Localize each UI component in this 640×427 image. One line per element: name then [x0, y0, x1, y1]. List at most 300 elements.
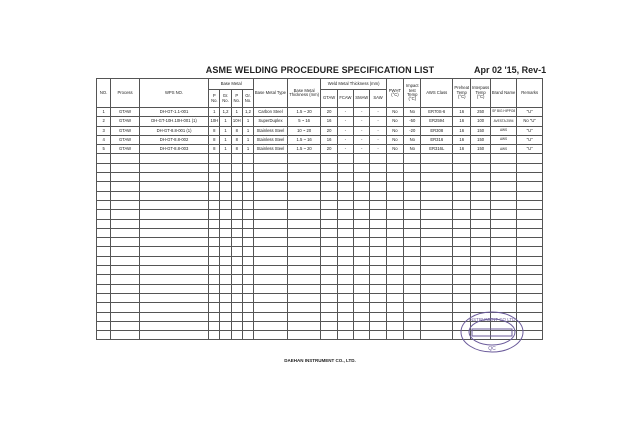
table-cell: - [337, 126, 353, 135]
table-row [97, 182, 543, 191]
table-cell [220, 163, 231, 172]
table-cell [220, 200, 231, 209]
table-cell [231, 210, 242, 219]
table-cell [231, 331, 242, 340]
table-cell [404, 256, 421, 265]
table-cell [370, 173, 386, 182]
table-cell [517, 256, 543, 265]
table-cell [490, 256, 517, 265]
table-cell [287, 321, 321, 330]
table-cell: - [370, 145, 386, 154]
col-preheat-temp: Preheat Temp (°C) [453, 79, 471, 108]
col-no: NO. [97, 79, 111, 108]
table-cell [220, 219, 231, 228]
table-cell [354, 275, 370, 284]
table-cell: - [354, 135, 370, 144]
table-cell [254, 331, 288, 340]
table-cell [386, 321, 403, 330]
table-cell [97, 182, 111, 191]
table-cell: AWS [490, 126, 517, 135]
table-cell [337, 163, 353, 172]
table-cell [209, 293, 220, 302]
table-cell [354, 238, 370, 247]
table-cell [421, 321, 453, 330]
table-cell [220, 154, 231, 163]
table-cell [321, 173, 337, 182]
table-cell [421, 312, 453, 321]
table-cell [287, 275, 321, 284]
table-cell [490, 191, 517, 200]
table-cell: 150 [471, 135, 490, 144]
table-cell: - [370, 117, 386, 126]
table-cell [337, 256, 353, 265]
table-cell [97, 303, 111, 312]
table-cell [209, 173, 220, 182]
table-cell [490, 173, 517, 182]
table-cell [139, 238, 208, 247]
table-cell [453, 182, 471, 191]
table-cell [220, 228, 231, 237]
table-cell [111, 321, 140, 330]
table-cell: Stainless Steel [254, 126, 288, 135]
table-cell [139, 163, 208, 172]
table-cell [421, 266, 453, 275]
table-cell [490, 210, 517, 219]
table-cell [254, 200, 288, 209]
table-cell [404, 200, 421, 209]
table-cell: 3 [97, 126, 111, 135]
table-cell [370, 163, 386, 172]
table-cell [453, 173, 471, 182]
table-cell [209, 321, 220, 330]
table-cell [231, 219, 242, 228]
table-cell [209, 266, 220, 275]
table-cell [471, 238, 490, 247]
table-cell: - [337, 135, 353, 144]
table-cell: 16 [453, 145, 471, 154]
table-cell [421, 238, 453, 247]
table-cell: GTAW [111, 108, 140, 117]
table-row [97, 163, 543, 172]
table-cell [421, 173, 453, 182]
table-cell [490, 293, 517, 302]
table-cell [220, 321, 231, 330]
table-cell [242, 303, 253, 312]
table-cell [111, 173, 140, 182]
table-cell [471, 182, 490, 191]
table-cell: 8 [209, 135, 220, 144]
table-cell [453, 154, 471, 163]
table-cell [220, 182, 231, 191]
table-cell [370, 284, 386, 293]
table-cell [404, 191, 421, 200]
table-cell [421, 200, 453, 209]
table-cell [287, 266, 321, 275]
table-cell [254, 303, 288, 312]
col-saw: SAW [370, 90, 386, 108]
col-base-metal-type: Base Metal Type [254, 79, 288, 108]
table-cell [287, 247, 321, 256]
table-cell [337, 200, 353, 209]
table-cell: 1,2 [242, 108, 253, 117]
table-cell [220, 284, 231, 293]
table-cell [421, 219, 453, 228]
table-cell: DH-GT-8.8-001 (1) [139, 126, 208, 135]
table-cell [231, 247, 242, 256]
table-cell [242, 256, 253, 265]
table-cell [370, 219, 386, 228]
table-cell [471, 219, 490, 228]
table-cell [517, 275, 543, 284]
table-cell [354, 210, 370, 219]
table-cell [139, 284, 208, 293]
table-cell [337, 191, 353, 200]
table-cell [139, 312, 208, 321]
table-cell: Stainless Steel [254, 135, 288, 144]
table-cell: ER308 [421, 126, 453, 135]
col-remarks: Remarks [517, 79, 543, 108]
table-cell [471, 256, 490, 265]
table-cell: No [386, 145, 403, 154]
table-cell: 8 [231, 145, 242, 154]
table-cell: 1.5 ~ 16 [287, 135, 321, 144]
table-cell: - [337, 145, 353, 154]
page-title: ASME WELDING PROCEDURE SPECIFICATION LIST [205, 65, 435, 75]
table-cell [386, 256, 403, 265]
table-cell [321, 266, 337, 275]
table-cell [111, 284, 140, 293]
table-cell [242, 238, 253, 247]
table-cell [97, 228, 111, 237]
table-cell [254, 321, 288, 330]
table-cell [209, 228, 220, 237]
table-cell [421, 284, 453, 293]
table-cell [421, 293, 453, 302]
table-cell [421, 247, 453, 256]
table-cell [354, 293, 370, 302]
table-cell: "U" [517, 126, 543, 135]
table-cell: - [354, 108, 370, 117]
table-row [97, 126, 543, 135]
table-cell [97, 266, 111, 275]
col-base-metal-thickness: Base Metal Thickness (mm) [287, 79, 321, 108]
table-cell [220, 331, 231, 340]
table-cell [139, 191, 208, 200]
table-row [97, 238, 543, 247]
table-cell: SuperDuplex [254, 117, 288, 126]
table-cell [490, 266, 517, 275]
table-cell [421, 256, 453, 265]
table-cell [337, 266, 353, 275]
table-row [97, 117, 543, 126]
table-cell [321, 275, 337, 284]
table-cell [97, 210, 111, 219]
table-cell [517, 173, 543, 182]
table-cell [370, 312, 386, 321]
table-cell [490, 284, 517, 293]
table-cell [354, 173, 370, 182]
table-cell: 16 [453, 117, 471, 126]
table-cell [111, 219, 140, 228]
table-row [97, 108, 543, 117]
table-cell: 16 [453, 108, 471, 117]
table-cell: AVESTA 2594 [490, 117, 517, 126]
table-cell [337, 275, 353, 284]
table-cell: 20 [321, 126, 337, 135]
table-cell [209, 182, 220, 191]
table-cell [490, 163, 517, 172]
table-cell [139, 182, 208, 191]
table-cell [139, 210, 208, 219]
table-cell [404, 173, 421, 182]
table-cell [209, 303, 220, 312]
table-cell: 16 [453, 135, 471, 144]
table-cell [231, 266, 242, 275]
table-cell [337, 219, 353, 228]
table-row [97, 173, 543, 182]
table-cell: 1 [242, 126, 253, 135]
table-cell: 1 [220, 135, 231, 144]
col-brand-name: Brand Name [490, 79, 517, 108]
table-cell [321, 200, 337, 209]
table-cell [337, 154, 353, 163]
table-cell [321, 284, 337, 293]
table-cell [370, 256, 386, 265]
table-cell [97, 200, 111, 209]
table-cell [287, 228, 321, 237]
table-cell [97, 331, 111, 340]
col-wps-no: WPS NO. [139, 79, 208, 108]
table-cell: - [370, 126, 386, 135]
table-cell [287, 191, 321, 200]
table-cell: 1 [242, 117, 253, 126]
table-cell [337, 247, 353, 256]
table-cell [337, 284, 353, 293]
table-cell [111, 331, 140, 340]
table-cell [370, 266, 386, 275]
table-cell [254, 228, 288, 237]
table-cell [111, 312, 140, 321]
table-cell [354, 266, 370, 275]
table-cell [321, 331, 337, 340]
table-cell [517, 182, 543, 191]
table-cell [490, 247, 517, 256]
table-cell [337, 293, 353, 302]
table-cell [517, 266, 543, 275]
table-cell [453, 163, 471, 172]
table-body [97, 108, 543, 340]
table-cell: No [386, 117, 403, 126]
table-cell [386, 331, 403, 340]
table-cell [386, 247, 403, 256]
table-cell: 150 [471, 145, 490, 154]
table-cell [287, 312, 321, 321]
table-cell: 100 [471, 117, 490, 126]
table-cell [209, 284, 220, 293]
table-cell [354, 321, 370, 330]
table-cell: GTAW [111, 145, 140, 154]
table-cell [404, 321, 421, 330]
table-cell [209, 163, 220, 172]
company-footer: DAEHAN INSTRUMENT CO., LTD. [284, 358, 356, 363]
col-interpass-temp: Interpass Temp (°C) [471, 79, 490, 108]
table-cell: "U" [517, 108, 543, 117]
table-row [97, 284, 543, 293]
table-cell [404, 210, 421, 219]
table-cell [453, 238, 471, 247]
table-cell [231, 173, 242, 182]
table-cell [242, 312, 253, 321]
table-cell [337, 173, 353, 182]
table-cell [209, 331, 220, 340]
table-cell [242, 163, 253, 172]
table-cell [471, 163, 490, 172]
table-cell [242, 219, 253, 228]
table-cell [111, 154, 140, 163]
table-cell [321, 191, 337, 200]
table-cell [139, 247, 208, 256]
table-cell [354, 284, 370, 293]
table-cell: - [354, 145, 370, 154]
table-cell: No [404, 145, 421, 154]
table-cell [111, 191, 140, 200]
table-cell: 10H [231, 117, 242, 126]
col-process: Process [111, 79, 140, 108]
table-cell: 16 [321, 117, 337, 126]
table-cell [254, 163, 288, 172]
table-cell: 10 ~ 20 [287, 126, 321, 135]
table-cell [517, 200, 543, 209]
table-cell [231, 303, 242, 312]
table-cell [254, 266, 288, 275]
table-cell: 8 [209, 126, 220, 135]
table-cell [287, 238, 321, 247]
col-fcaw: FCAW [337, 90, 353, 108]
table-cell [139, 266, 208, 275]
table-cell: ER2594 [421, 117, 453, 126]
table-cell [139, 173, 208, 182]
table-cell [517, 238, 543, 247]
table-row [97, 266, 543, 275]
table-cell [220, 247, 231, 256]
table-cell: No "U" [517, 117, 543, 126]
table-cell: 20 [321, 108, 337, 117]
table-cell [97, 238, 111, 247]
table-cell [242, 321, 253, 330]
table-cell [337, 303, 353, 312]
stamp-text-bottom: QC [488, 346, 496, 352]
table-cell [471, 200, 490, 209]
table-cell [421, 228, 453, 237]
table-cell [111, 293, 140, 302]
table-cell: 1 [242, 145, 253, 154]
table-cell [209, 247, 220, 256]
table-cell: GTAW [111, 126, 140, 135]
table-cell [111, 275, 140, 284]
table-row [97, 247, 543, 256]
table-cell [139, 321, 208, 330]
table-cell [287, 293, 321, 302]
table-cell [337, 182, 353, 191]
table-cell [386, 284, 403, 293]
col-p-no: P No. [209, 90, 220, 108]
table-cell [421, 210, 453, 219]
table-cell [354, 163, 370, 172]
table-cell [386, 228, 403, 237]
table-cell [453, 228, 471, 237]
table-cell [404, 275, 421, 284]
table-cell [111, 210, 140, 219]
table-cell [242, 182, 253, 191]
table-cell: "U" [517, 145, 543, 154]
table-cell [404, 293, 421, 302]
table-cell [254, 238, 288, 247]
table-cell [517, 219, 543, 228]
table-cell [287, 331, 321, 340]
table-cell [321, 154, 337, 163]
table-cell: - [370, 135, 386, 144]
table-cell [370, 275, 386, 284]
table-cell [242, 293, 253, 302]
table-cell [453, 266, 471, 275]
table-cell [209, 154, 220, 163]
table-cell [220, 275, 231, 284]
table-cell [370, 321, 386, 330]
table-cell [404, 247, 421, 256]
table-cell: 8 [231, 135, 242, 144]
table-cell [404, 312, 421, 321]
table-cell [404, 303, 421, 312]
table-cell [453, 284, 471, 293]
table-cell [354, 256, 370, 265]
table-row [97, 135, 543, 144]
table-cell [231, 275, 242, 284]
table-cell: 8 [209, 145, 220, 154]
table-cell [242, 200, 253, 209]
table-cell [386, 303, 403, 312]
table-cell [370, 210, 386, 219]
table-cell [242, 275, 253, 284]
table-cell [421, 331, 453, 340]
table-cell [517, 191, 543, 200]
table-cell [254, 284, 288, 293]
table-cell [139, 200, 208, 209]
table-cell [404, 154, 421, 163]
table-cell [231, 154, 242, 163]
table-cell [517, 154, 543, 163]
table-cell [404, 331, 421, 340]
table-row [97, 228, 543, 237]
table-cell [242, 210, 253, 219]
table-cell [386, 275, 403, 284]
table-cell [490, 200, 517, 209]
table-row [97, 256, 543, 265]
table-cell: AWS [490, 145, 517, 154]
table-cell: 1 [231, 108, 242, 117]
table-cell [254, 210, 288, 219]
table-cell: GTAW [111, 117, 140, 126]
table-cell: DH-GT-10H.10H-001 (1) [139, 117, 208, 126]
table-cell [321, 321, 337, 330]
table-cell [337, 321, 353, 330]
table-cell [209, 256, 220, 265]
table-cell: - [337, 117, 353, 126]
table-row [97, 200, 543, 209]
table-cell [209, 210, 220, 219]
table-cell [111, 256, 140, 265]
table-cell: -20 [404, 126, 421, 135]
table-cell [220, 173, 231, 182]
